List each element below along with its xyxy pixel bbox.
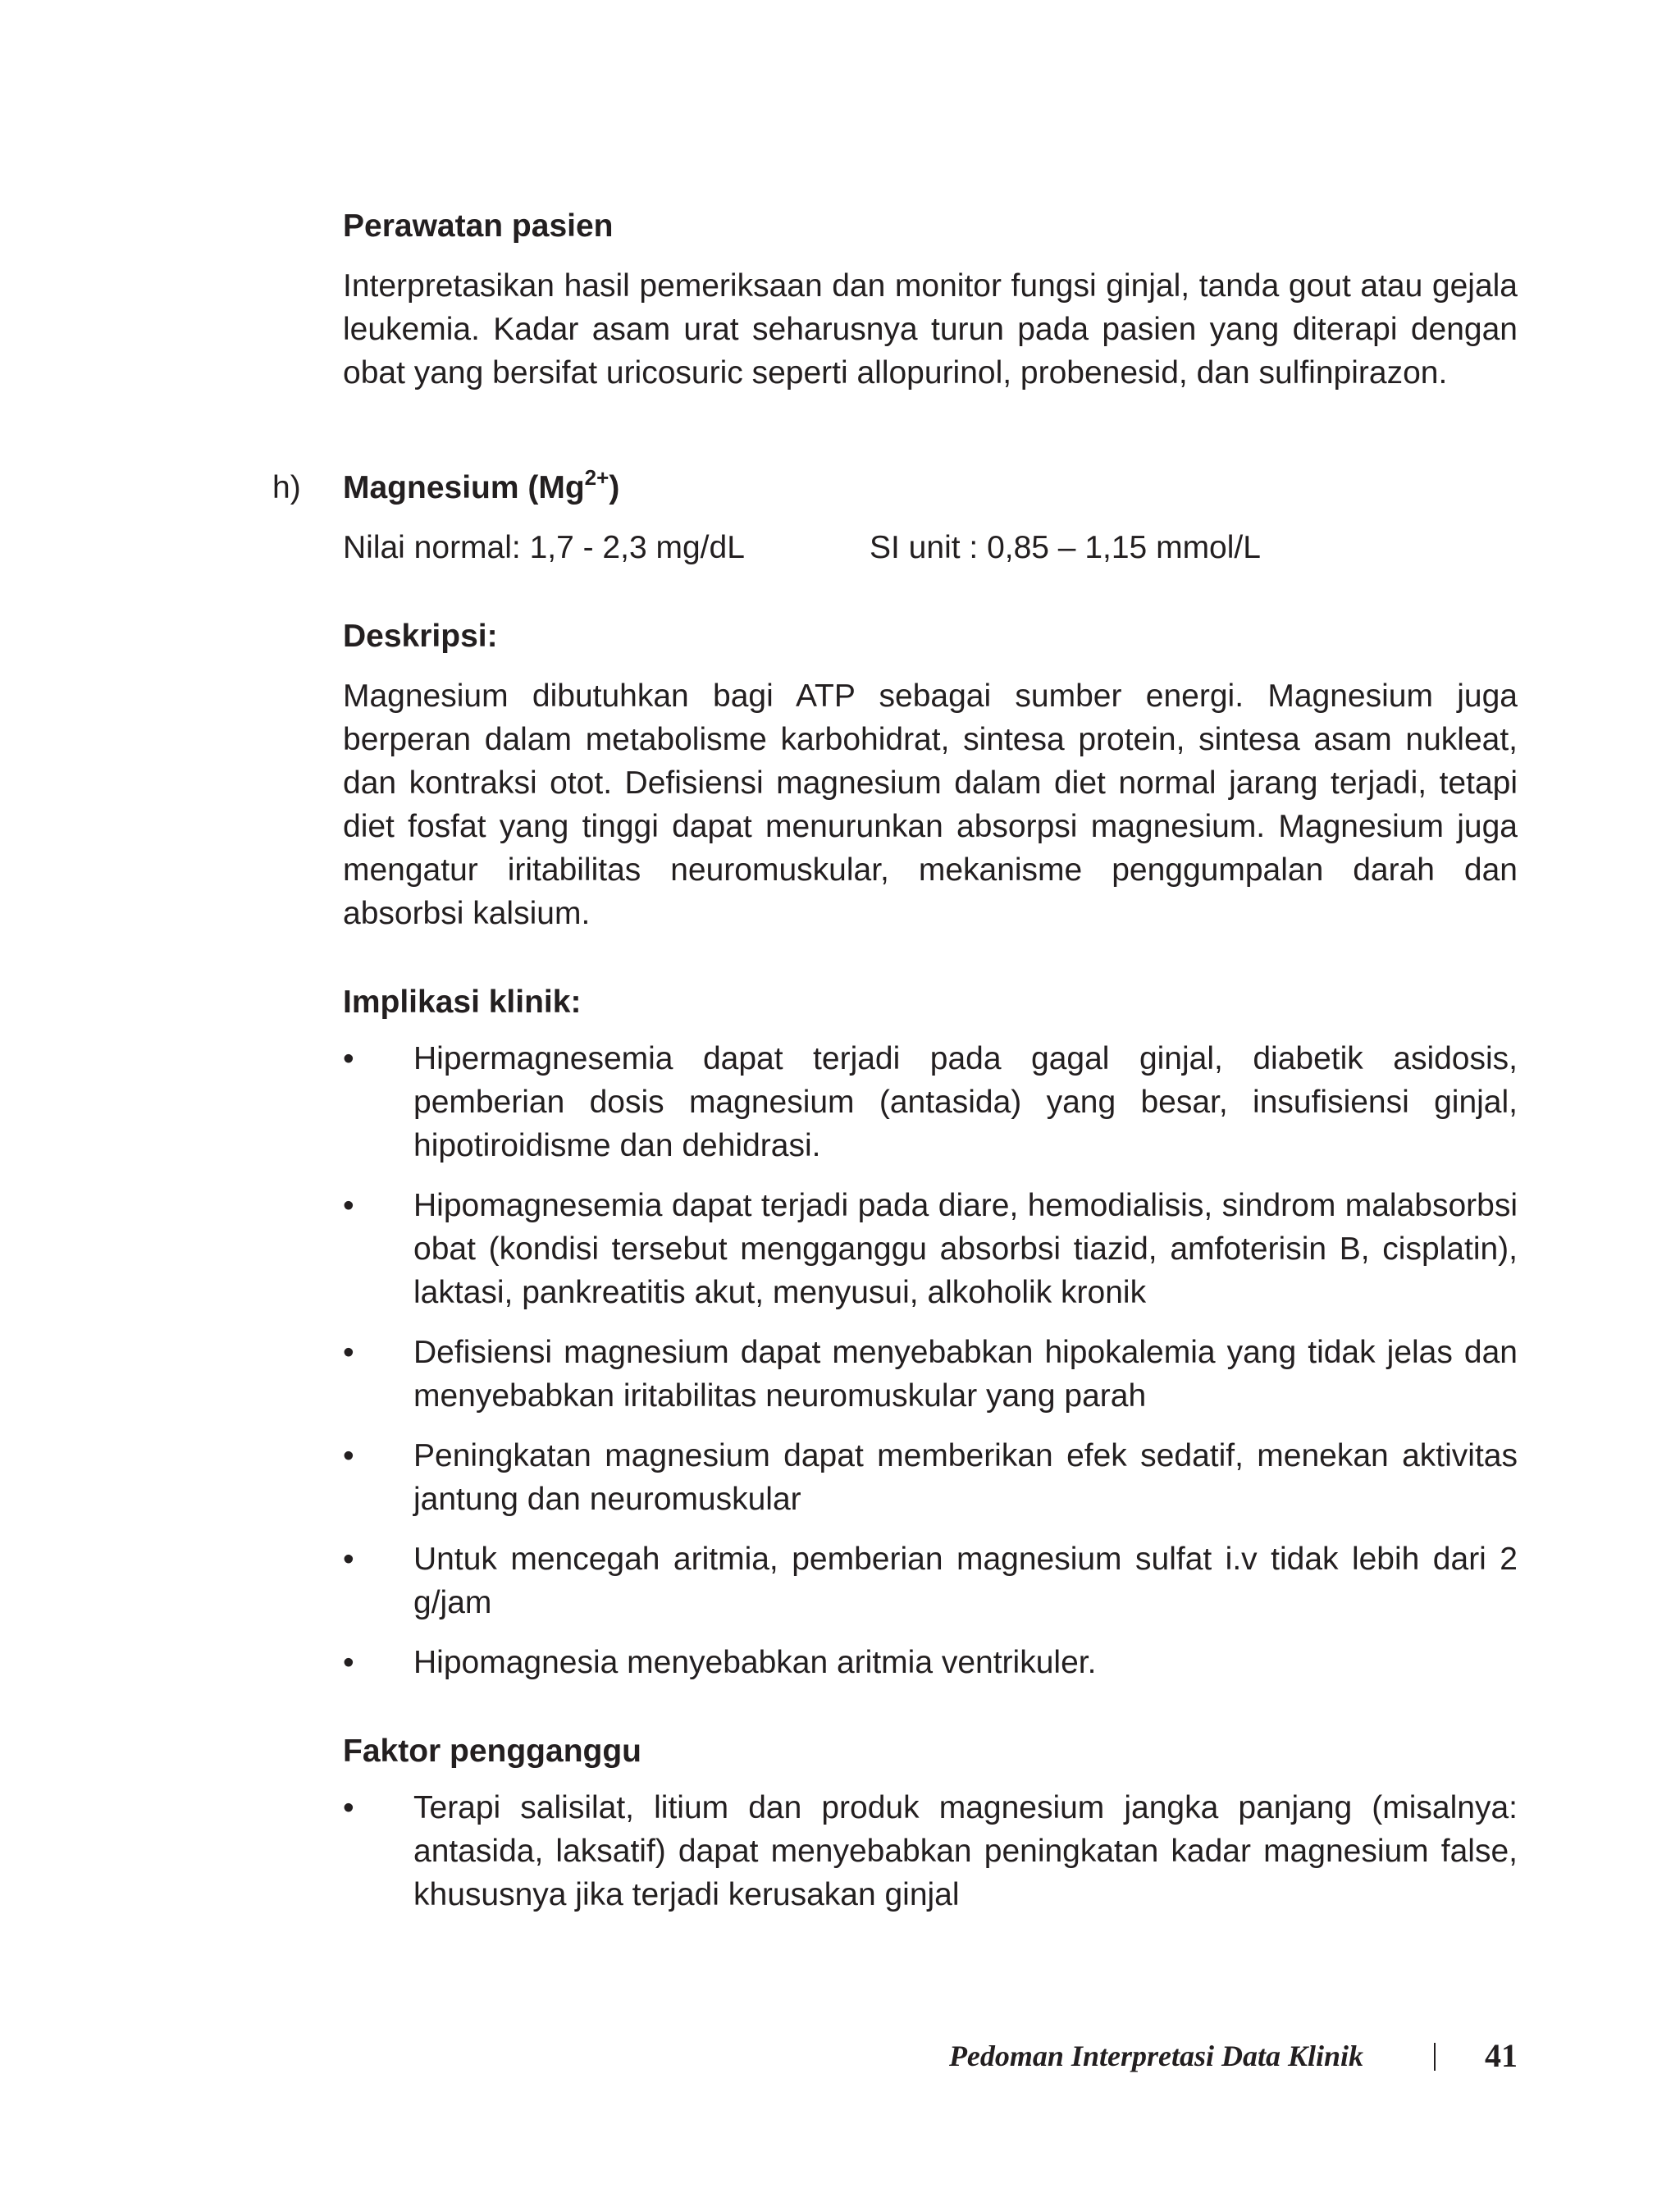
list-item (343, 1786, 1518, 1916)
bullet-icon: • (343, 1438, 354, 1473)
bullet-icon: • (343, 1335, 354, 1370)
bullet-icon: • (343, 1188, 354, 1223)
list-item-text: Hipomagnesia menyebabkan aritmia ventrikuler. (413, 1645, 1097, 1680)
section-title (343, 467, 1518, 509)
perawatan-paragraph: Interpretasikan hasil pemeriksaan dan monitor fungsi ginjal, tanda gout atau gejala leukemia. Kadar asam urat seharusnya turun pada pasien yang diterapi dengan obat yang bersifat uricosuric seperti allopurinol, probenesid, dan sulfinpirazon. (343, 268, 1518, 391)
faktor-heading: Faktor pengganggu (343, 1734, 641, 1769)
page-number: 41 (1485, 2037, 1518, 2074)
list-item-text: Untuk mencegah aritmia, pemberian magnesium sulfat i.v tidak lebih dari 2 g/jam (413, 1542, 1518, 1620)
list-item (343, 1641, 1518, 1684)
list-item (343, 1184, 1518, 1314)
section-label: h) (272, 470, 301, 505)
footer-divider (1434, 2043, 1436, 2071)
page-footer (0, 2033, 1680, 2079)
section-title-superscript: 2+ (584, 465, 609, 490)
list-item (343, 1434, 1518, 1521)
list-item-text: Defisiensi magnesium dapat menyebabkan hipokalemia yang tidak jelas dan menyebabkan iritabilitas neuromuskular yang parah (413, 1335, 1518, 1414)
si-unit: SI unit : 0,85 – 1,15 mmol/L (870, 530, 1261, 565)
section-title-text: Magnesium (Mg (343, 470, 585, 505)
deskripsi-paragraph: Magnesium dibutuhkan bagi ATP sebagai sumber energi. Magnesium juga berperan dalam metabolisme karbohidrat, sintesa protein, sintesa asam nukleat, dan kontraksi otot. Defisiensi magnesium dalam diet normal jarang terjadi, tetapi diet fosfat yang tinggi dapat menurunkan absorpsi magnesium. Magnesium juga mengatur iritabilitas neuromuskular, mekanisme penggumpalan darah dan absorbsi kalsium. (343, 678, 1518, 931)
implikasi-list (343, 1037, 1518, 1684)
bullet-icon: • (343, 1041, 354, 1076)
bullet-icon: • (343, 1645, 354, 1680)
perawatan-heading: Perawatan pasien (343, 208, 614, 244)
list-item (343, 1331, 1518, 1418)
list-item-text: Hipomagnesemia dapat terjadi pada diare, hemodialisis, sindrom malabsorbsi obat (kondisi tersebut mengganggu absorbsi tiazid, amfoterisin B, cisplatin), laktasi, pankreatitis akut, menyusui, alkoholik kronik (413, 1188, 1518, 1310)
section-magnesium (272, 465, 1518, 569)
list-item-text: Peningkatan magnesium dapat memberikan efek sedatif, menekan aktivitas jantung dan neuromuskular (413, 1438, 1518, 1517)
list-item-text: Terapi salisilat, litium dan produk magnesium jangka panjang (misalnya: antasida, laksatif) dapat menyebabkan peningkatan kadar magnesium false, khususnya jika terjadi kerusakan ginjal (413, 1790, 1518, 1912)
bullet-icon: • (343, 1542, 354, 1577)
deskripsi-heading: Deskripsi: (343, 619, 498, 654)
list-item (343, 1537, 1518, 1624)
list-item (343, 1037, 1518, 1167)
faktor-list (343, 1786, 1518, 1916)
list-item-text: Hipermagnesemia dapat terjadi pada gagal ginjal, diabetik asidosis, pemberian dosis magnesium (antasida) yang besar, insufisiensi ginjal, hipotiroidisme dan dehidrasi. (413, 1041, 1518, 1163)
implikasi-heading: Implikasi klinik: (343, 984, 582, 1020)
normal-values-row (343, 526, 1518, 569)
footer-title: Pedoman Interpretasi Data Klinik (948, 2040, 1363, 2072)
normal-value: Nilai normal: 1,7 - 2,3 mg/dL (343, 530, 745, 565)
bullet-icon: • (343, 1790, 354, 1825)
page-content (272, 205, 1518, 1916)
section-title-close: ) (609, 470, 620, 505)
